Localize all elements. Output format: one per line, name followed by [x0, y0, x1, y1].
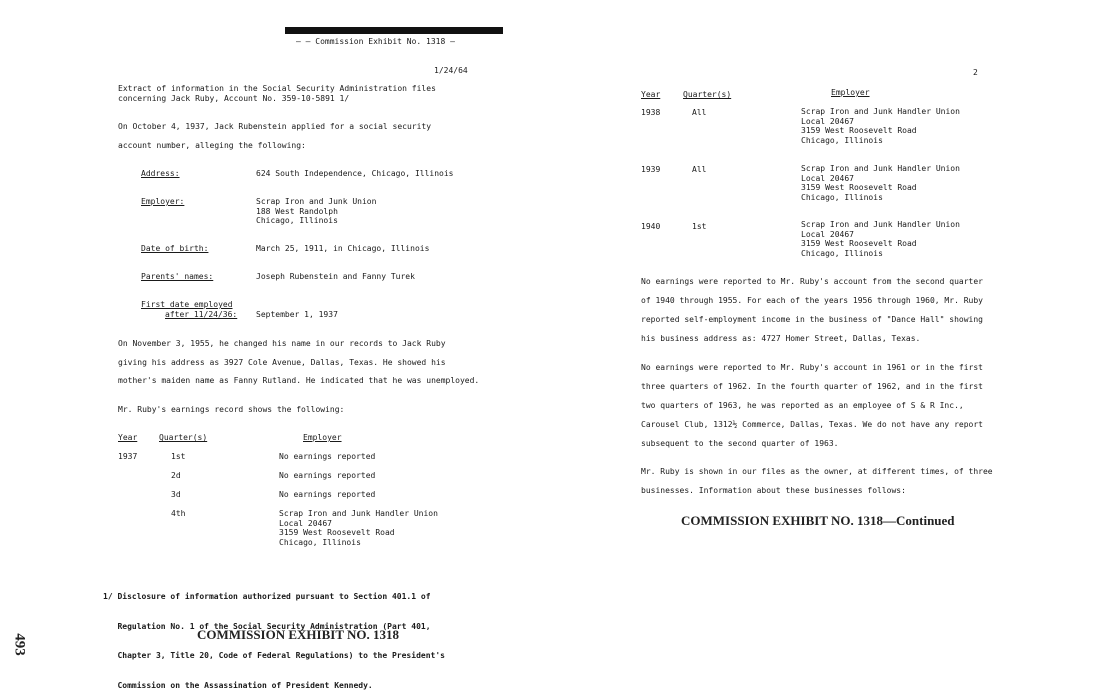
header-label-text: Commission Exhibit No. 1318: [315, 37, 446, 46]
application-line-2: account number, alleging the following:: [118, 141, 306, 150]
table-row-quarter: 1st: [692, 222, 707, 231]
footnote-line: Chapter 3, Title 20, Code of Federal Regulations) to the President's: [103, 651, 445, 661]
table-row-employer: No earnings reported: [279, 452, 376, 461]
extract-line-1: Extract of information in the Social Security Administration files: [118, 84, 436, 93]
first-employed-value: September 1, 1937: [256, 310, 338, 319]
field-value-dob: March 25, 1911, in Chicago, Illinois: [256, 244, 430, 253]
table-row-quarter: 1st: [171, 452, 186, 461]
employer-line: Scrap Iron and Junk Union: [256, 197, 377, 206]
employer-line: 3159 West Roosevelt Road: [801, 239, 917, 249]
table-row-quarter: All: [692, 165, 707, 174]
footnote-line: Commission on the Assassination of President Kennedy.: [103, 680, 373, 690]
table-header-quarter: Quarter(s): [683, 90, 732, 99]
table-row-employer: [279, 509, 438, 547]
table-header-year: Year: [118, 433, 138, 442]
table-header-year: Year: [641, 90, 661, 99]
para2-line: subsequent to the second quarter of 1963.: [641, 439, 839, 448]
table-header-quarter: Quarter(s): [159, 433, 208, 442]
table-header-employer: Employer: [831, 88, 870, 97]
caption-left: COMMISSION EXHIBIT NO. 1318: [197, 627, 400, 642]
para3-line: Mr. Ruby is shown in our files as the owner, at different times, of three: [641, 467, 993, 476]
employer-line: Chicago, Illinois: [256, 216, 338, 226]
table-row-quarter: 2d: [171, 471, 181, 480]
para2-line: three quarters of 1962. In the fourth quarter of 1962, and in the first: [641, 382, 983, 391]
employer-line: Local 20467: [801, 173, 854, 183]
table-row-year: 1940: [641, 222, 661, 231]
header-dash-right: –: [445, 37, 455, 46]
first-employed-label-1: First date employed: [141, 300, 233, 309]
para2-line: No earnings were reported to Mr. Ruby's account in 1961 or in the first: [641, 363, 983, 372]
para2-line: Carousel Club, 1312½ Commerce, Dallas, Texas. We do not have any report: [641, 420, 983, 429]
header-label: [296, 37, 455, 47]
para1-line: reported self-employment income in the business of "Dance Hall" showing: [641, 315, 983, 324]
footnote-line: Regulation No. 1 of the Social Security Administration (Part 401,: [103, 621, 431, 631]
first-employed-label-2: after 11/24/36:: [165, 310, 238, 319]
document-date: 1/24/64: [434, 66, 468, 75]
employer-line: Chicago, Illinois: [279, 537, 361, 547]
name-change-line: giving his address as 3927 Cole Avenue, Dallas, Texas. He showed his: [118, 358, 446, 367]
employer-line: Scrap Iron and Junk Handler Union: [801, 164, 960, 173]
para2-line: two quarters of 1963, he was reported as an employee of S & R Inc.,: [641, 401, 964, 410]
employer-line: Local 20467: [801, 229, 854, 239]
caption-right: COMMISSION EXHIBIT NO. 1318—Continued: [681, 513, 955, 528]
employer-line: 3159 West Roosevelt Road: [801, 183, 917, 193]
field-value-employer: [256, 197, 376, 226]
table-row-employer: [801, 107, 960, 145]
table-row-quarter: 3d: [171, 490, 181, 499]
application-line-1: On October 4, 1937, Jack Rubenstein applied for a social security: [118, 122, 432, 131]
table-header-employer: Employer: [303, 433, 342, 442]
earnings-intro: Mr. Ruby's earnings record shows the following:: [118, 405, 345, 414]
table-row-employer: [801, 164, 960, 202]
employer-line: Local 20467: [801, 116, 854, 126]
field-label-dob: Date of birth:: [141, 244, 209, 253]
employer-line: 3159 West Roosevelt Road: [801, 126, 917, 136]
employer-line: 3159 West Roosevelt Road: [279, 528, 395, 538]
table-row-year: 1939: [641, 165, 661, 174]
para1-line: of 1940 through 1955. For each of the years 1956 through 1960, Mr. Ruby: [641, 296, 983, 305]
page-number: 493: [11, 633, 28, 656]
para1-line: No earnings were reported to Mr. Ruby's account from the second quarter: [641, 277, 983, 286]
employer-line: Chicago, Illinois: [801, 192, 883, 202]
employer-line: Local 20467: [279, 518, 332, 528]
field-value-parents: Joseph Rubenstein and Fanny Turek: [256, 272, 415, 281]
employer-line: 188 West Randolph: [256, 206, 338, 216]
employer-line: Scrap Iron and Junk Handler Union: [279, 509, 438, 518]
right-page-number: 2: [973, 68, 978, 77]
name-change-line: mother's maiden name as Fanny Rutland. He indicated that he was unemployed.: [118, 376, 480, 385]
field-label-address: Address:: [141, 169, 180, 178]
field-value-address: 624 South Independence, Chicago, Illinois: [256, 169, 454, 178]
employer-line: Scrap Iron and Junk Handler Union: [801, 107, 960, 116]
footnote-line: 1/ Disclosure of information authorized pursuant to Section 401.1 of: [103, 592, 431, 601]
field-label-parents: Parents' names:: [141, 272, 214, 281]
employer-line: Chicago, Illinois: [801, 248, 883, 258]
header-dash: — –: [296, 37, 316, 46]
table-row-year: 1938: [641, 108, 661, 117]
table-row-employer: No earnings reported: [279, 490, 376, 499]
table-row-employer: [801, 220, 960, 258]
table-row-employer: No earnings reported: [279, 471, 376, 480]
employer-line: Chicago, Illinois: [801, 135, 883, 145]
table-row-quarter: 4th: [171, 509, 186, 518]
para1-line: his business address as: 4727 Homer Street, Dallas, Texas.: [641, 334, 921, 343]
para3-line: businesses. Information about these businesses follows:: [641, 486, 906, 495]
employer-line: Scrap Iron and Junk Handler Union: [801, 220, 960, 229]
name-change-line: On November 3, 1955, he changed his name in our records to Jack Ruby: [118, 339, 446, 348]
table-row-quarter: All: [692, 108, 707, 117]
redaction-bar: [285, 27, 503, 34]
extract-line-2: concerning Jack Ruby, Account No. 359-10-5891 1/: [118, 94, 350, 103]
field-label-employer: Employer:: [141, 197, 185, 206]
table-row-year: 1937: [118, 452, 138, 461]
